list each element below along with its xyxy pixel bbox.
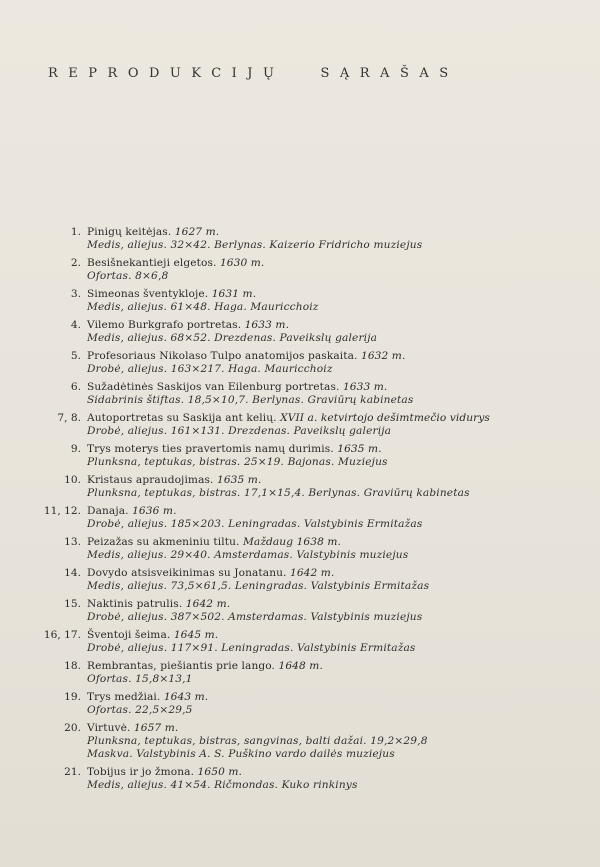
entry-title-line	[87, 766, 554, 779]
entry-title: Trys moterys ties pravertomis namų durimis.	[87, 443, 334, 455]
entry-detail: Ofortas. 22,5×29,5	[87, 704, 193, 717]
entry-number: 7, 8.	[57, 412, 81, 424]
entry-date: 1643 m.	[163, 691, 209, 703]
list-item	[34, 660, 554, 686]
entry-detail: Drobė, aliejus. 117×91. Leningradas. Valstybinis Ermitažas	[87, 642, 416, 655]
entry-title-line	[87, 567, 554, 580]
entry-detail: Drobė, aliejus. 163×217. Haga. Mauricchoiz	[87, 363, 333, 376]
entry-date: Maždaug 1638 m.	[242, 536, 342, 548]
entry-title-row	[34, 766, 554, 779]
entry-number: 21.	[64, 765, 81, 778]
entry-title: Kristaus apraudojimas.	[87, 474, 214, 486]
list-item	[34, 226, 554, 252]
entry-title-row	[34, 536, 554, 549]
entry-date: 1657 m.	[133, 722, 179, 734]
entry-detail: Drobė, aliejus. 161×131. Drezdenas. Paveikslų galerija	[87, 425, 392, 438]
entry-title-row	[34, 443, 554, 456]
entry-title: Simeonas šventykloje.	[87, 288, 209, 300]
entry-title: Profesoriaus Nikolaso Tulpo anatomijos paskaita.	[87, 350, 358, 362]
entry-date: 1630 m.	[219, 257, 265, 269]
list-item	[34, 350, 554, 376]
entry-detail: Medis, aliejus. 73,5×61,5. Leningradas. Valstybinis Ermitažas	[87, 580, 430, 593]
entry-detail: Plunksna, teptukas, bistras. 17,1×15,4. Berlynas. Graviūrų kabinetas	[87, 487, 470, 500]
entry-number: 5.	[70, 350, 81, 362]
heading-word-2: SĄRAŠAS	[320, 66, 459, 81]
entry-date: 1633 m.	[244, 319, 290, 331]
entry-detail: Medis, aliejus. 68×52. Drezdenas. Paveikslų galerija	[87, 332, 378, 345]
entry-title: Trys medžiai.	[87, 691, 161, 703]
entry-title-line	[87, 381, 554, 394]
entry-title-row	[34, 629, 554, 642]
entry-title-line	[87, 536, 554, 549]
list-item	[34, 766, 554, 792]
entry-number: 1.	[70, 226, 81, 238]
entry-title-row	[34, 505, 554, 518]
entry-title-line	[87, 288, 554, 301]
entry-title-row	[34, 257, 554, 270]
entry-number: 14.	[64, 567, 81, 579]
entry-title-line	[87, 350, 554, 363]
entry-date: 1648 m.	[278, 660, 323, 672]
entry-detail: Plunksna, teptukas, bistras, sangvinas, balti dažai. 19,2×29,8	[87, 735, 428, 748]
entry-date: 1642 m.	[185, 598, 231, 610]
entry-title: Virtuvė.	[87, 722, 131, 734]
entry-date: XVII a. ketvirtojo dešimtmečio vidurys	[280, 412, 490, 424]
entry-title-row	[34, 691, 554, 704]
entry-title-row	[34, 567, 554, 580]
entry-detail: Drobė, aliejus. 387×502. Amsterdamas. Valstybinis muziejus	[87, 611, 423, 624]
entry-title: Rembrantas, piešiantis prie lango.	[87, 660, 276, 672]
entry-number: 9.	[70, 443, 81, 455]
entry-number: 10.	[64, 474, 81, 486]
entry-title-line	[87, 226, 554, 239]
entry-date: 1632 m.	[360, 350, 406, 362]
entry-title-row	[34, 381, 554, 394]
page-heading	[48, 66, 518, 81]
entry-title-line	[87, 319, 554, 332]
entry-title-row	[34, 288, 554, 301]
entry-title-row	[34, 660, 554, 673]
list-item	[34, 629, 554, 655]
entry-detail: Drobė, aliejus. 185×203. Leningradas. Valstybinis Ermitažas	[87, 518, 423, 531]
heading-word-1: REPRODUKCIJŲ	[48, 66, 285, 81]
entry-date: 1636 m.	[132, 505, 177, 517]
entry-title-line	[87, 598, 554, 611]
entry-title: Danaja.	[87, 505, 129, 517]
entry-date: 1635 m.	[216, 474, 262, 486]
entry-title: Autoportretas su Saskija ant kelių.	[87, 412, 277, 424]
entry-detail: Ofortas. 15,8×13,1	[87, 673, 193, 686]
entry-number: 20.	[64, 722, 81, 734]
entry-number: 18.	[64, 660, 81, 672]
entry-number: 4.	[70, 319, 81, 331]
list-item	[34, 412, 554, 438]
entry-title-line	[87, 660, 554, 673]
entry-title-line	[87, 505, 554, 518]
list-item	[34, 288, 554, 314]
list-item	[34, 381, 554, 407]
list-item	[34, 443, 554, 469]
entry-number: 19.	[64, 691, 81, 703]
entry-number: 6.	[70, 381, 81, 393]
list-item	[34, 257, 554, 283]
list-item	[34, 598, 554, 624]
entry-number: 15.	[64, 598, 81, 610]
entry-title: Tobijus ir jo žmona.	[87, 765, 195, 778]
entry-detail: Medis, aliejus. 61×48. Haga. Mauricchoiz	[87, 301, 319, 314]
entry-title-row	[34, 412, 554, 425]
entry-title: Dovydo atsisveikinimas su Jonatanu.	[87, 567, 287, 579]
list-item	[34, 691, 554, 717]
entry-title-row	[34, 722, 554, 735]
entry-title: Vilemo Burkgrafo portretas.	[87, 319, 242, 331]
reproductions-list	[34, 226, 554, 797]
entry-title-line	[87, 412, 554, 425]
entry-title: Besišnekantieji elgetos.	[87, 257, 217, 269]
entry-detail: Medis, aliejus. 29×40. Amsterdamas. Valstybinis muziejus	[87, 549, 409, 562]
entry-title: Peizažas su akmeniniu tiltu.	[87, 536, 240, 548]
entry-title: Pinigų keitėjas.	[87, 226, 172, 238]
list-item	[34, 474, 554, 500]
entry-date: 1633 m.	[342, 381, 388, 393]
entry-title-line	[87, 474, 554, 487]
entry-detail-continued: Maskva. Valstybinis A. S. Puškino vardo dailės muziejus	[87, 748, 395, 760]
entry-title-row	[34, 226, 554, 239]
list-item	[34, 505, 554, 531]
entry-number: 3.	[70, 288, 81, 300]
entry-date: 1635 m.	[337, 443, 382, 455]
entry-title-line	[87, 257, 554, 270]
entry-title-line	[87, 722, 554, 735]
entry-date: 1627 m.	[174, 226, 220, 238]
entry-number: 16, 17.	[43, 629, 81, 641]
entry-number: 11, 12.	[43, 505, 81, 517]
entry-date: 1645 m.	[173, 629, 219, 641]
list-item	[34, 722, 554, 761]
list-item	[34, 567, 554, 593]
entry-detail: Plunksna, teptukas, bistras. 25×19. Bajonas. Muziejus	[87, 456, 388, 469]
entry-detail: Ofortas. 8×6,8	[87, 270, 169, 283]
entry-title-line	[87, 629, 554, 642]
entry-title-row	[34, 319, 554, 332]
list-item	[34, 319, 554, 345]
entry-title: Naktinis patrulis.	[87, 598, 183, 610]
entry-title: Šventoji šeima.	[87, 629, 171, 641]
entry-title-row	[34, 598, 554, 611]
entry-title-row	[34, 350, 554, 363]
entry-title: Sužadėtinės Saskijos van Eilenburg portretas.	[87, 381, 340, 393]
entry-title-row	[34, 474, 554, 487]
entry-date: 1650 m.	[197, 765, 242, 778]
entry-date: 1631 m.	[211, 288, 257, 300]
entry-title-line	[87, 443, 554, 456]
entry-date: 1642 m.	[289, 567, 335, 579]
entry-title-line	[87, 691, 554, 704]
entry-number: 13.	[64, 536, 81, 548]
entry-number: 2.	[70, 257, 81, 269]
entry-detail: Medis, aliejus. 32×42. Berlynas. Kaizerio Fridricho muziejus	[87, 239, 423, 252]
entry-detail: Sidabrinis štiftas. 18,5×10,7. Berlynas. Graviūrų kabinetas	[87, 394, 414, 407]
list-item	[34, 536, 554, 562]
entry-detail: Medis, aliejus. 41×54. Ričmondas. Kuko rinkinys	[87, 779, 358, 791]
